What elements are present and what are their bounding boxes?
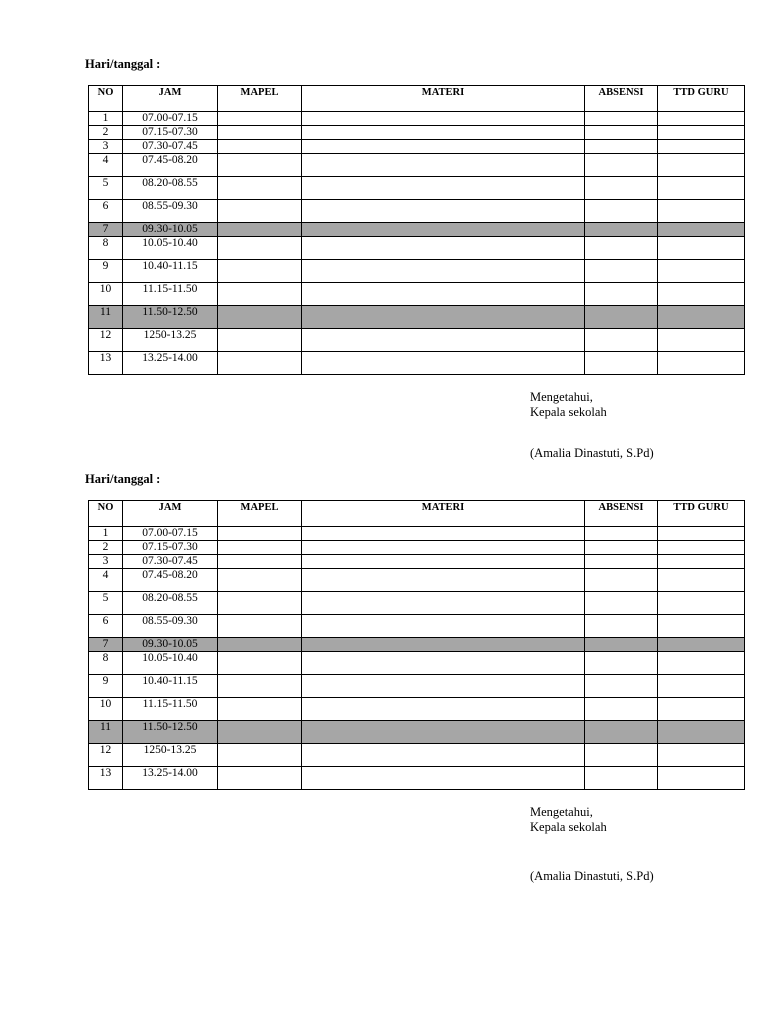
materi-cell [302, 638, 585, 652]
no-cell: 3 [89, 555, 123, 569]
materi-cell [302, 140, 585, 154]
principal-name: (Amalia Dinastuti, S.Pd) [530, 869, 654, 883]
absensi-cell [585, 329, 658, 352]
ttd-guru-cell [658, 555, 745, 569]
col-header-mapel: MAPEL [218, 501, 302, 527]
table-row [89, 329, 745, 352]
table-row [89, 126, 745, 140]
table-row [89, 140, 745, 154]
table-row [89, 569, 745, 592]
jam-cell: 1250-13.25 [123, 329, 218, 352]
mapel-cell [218, 638, 302, 652]
no-cell: 9 [89, 675, 123, 698]
materi-cell [302, 306, 585, 329]
materi-cell [302, 592, 585, 615]
no-cell: 11 [89, 306, 123, 329]
ttd-guru-cell [658, 112, 745, 126]
mapel-cell [218, 260, 302, 283]
table-row [89, 237, 745, 260]
absensi-cell [585, 200, 658, 223]
date-heading: Hari/tanggal : [85, 472, 161, 486]
materi-cell [302, 721, 585, 744]
mapel-cell [218, 112, 302, 126]
jam-cell: 07.00-07.15 [123, 112, 218, 126]
absensi-cell [585, 592, 658, 615]
col-header-mapel: MAPEL [218, 86, 302, 112]
ttd-guru-cell [658, 237, 745, 260]
no-cell: 10 [89, 698, 123, 721]
ttd-guru-cell [658, 329, 745, 352]
jam-cell: 1250-13.25 [123, 744, 218, 767]
absensi-cell [585, 126, 658, 140]
absensi-cell [585, 638, 658, 652]
col-header-absensi: ABSENSI [585, 501, 658, 527]
col-header-jam: JAM [123, 86, 218, 112]
principal-label: Kepala sekolah [530, 405, 607, 419]
no-cell: 13 [89, 352, 123, 375]
no-cell: 1 [89, 112, 123, 126]
ttd-guru-cell [658, 638, 745, 652]
table-row [89, 541, 745, 555]
jam-cell: 10.40-11.15 [123, 260, 218, 283]
mapel-cell [218, 767, 302, 790]
principal-name: (Amalia Dinastuti, S.Pd) [530, 446, 654, 460]
mapel-cell [218, 200, 302, 223]
materi-cell [302, 260, 585, 283]
absensi-cell [585, 721, 658, 744]
materi-cell [302, 555, 585, 569]
table-header-row [89, 501, 745, 527]
col-header-absensi: ABSENSI [585, 86, 658, 112]
materi-cell [302, 527, 585, 541]
mapel-cell [218, 140, 302, 154]
materi-cell [302, 352, 585, 375]
materi-cell [302, 675, 585, 698]
jam-cell: 13.25-14.00 [123, 767, 218, 790]
table-row [89, 154, 745, 177]
table-row [89, 527, 745, 541]
acknowledge-label: Mengetahui, [530, 390, 593, 404]
jam-cell: 08.55-09.30 [123, 615, 218, 638]
col-header-no: NO [89, 501, 123, 527]
jam-cell: 10.05-10.40 [123, 237, 218, 260]
ttd-guru-cell [658, 541, 745, 555]
mapel-cell [218, 592, 302, 615]
ttd-guru-cell [658, 200, 745, 223]
ttd-guru-cell [658, 652, 745, 675]
no-cell: 13 [89, 767, 123, 790]
absensi-cell [585, 283, 658, 306]
mapel-cell [218, 721, 302, 744]
table-row [89, 260, 745, 283]
mapel-cell [218, 306, 302, 329]
jam-cell: 08.20-08.55 [123, 592, 218, 615]
materi-cell [302, 329, 585, 352]
mapel-cell [218, 569, 302, 592]
table-row [89, 721, 745, 744]
table-row [89, 592, 745, 615]
materi-cell [302, 744, 585, 767]
mapel-cell [218, 237, 302, 260]
materi-cell [302, 154, 585, 177]
materi-cell [302, 767, 585, 790]
col-header-ttd-guru: TTD GURU [658, 501, 745, 527]
mapel-cell [218, 223, 302, 237]
table-row [89, 200, 745, 223]
jam-cell: 07.45-08.20 [123, 569, 218, 592]
table-row [89, 306, 745, 329]
absensi-cell [585, 306, 658, 329]
mapel-cell [218, 177, 302, 200]
principal-label: Kepala sekolah [530, 820, 607, 834]
no-cell: 11 [89, 721, 123, 744]
absensi-cell [585, 767, 658, 790]
ttd-guru-cell [658, 352, 745, 375]
absensi-cell [585, 615, 658, 638]
ttd-guru-cell [658, 126, 745, 140]
no-cell: 2 [89, 126, 123, 140]
acknowledge-label: Mengetahui, [530, 805, 593, 819]
absensi-cell [585, 555, 658, 569]
absensi-cell [585, 177, 658, 200]
jam-cell: 07.15-07.30 [123, 541, 218, 555]
col-header-no: NO [89, 86, 123, 112]
absensi-cell [585, 652, 658, 675]
jam-cell: 10.40-11.15 [123, 675, 218, 698]
table-row [89, 675, 745, 698]
jam-cell: 08.55-09.30 [123, 200, 218, 223]
table-row [89, 352, 745, 375]
jam-cell: 11.15-11.50 [123, 283, 218, 306]
col-header-materi: MATERI [302, 501, 585, 527]
no-cell: 4 [89, 154, 123, 177]
schedule-body [89, 527, 745, 790]
absensi-cell [585, 541, 658, 555]
jam-cell: 08.20-08.55 [123, 177, 218, 200]
ttd-guru-cell [658, 177, 745, 200]
table-row [89, 698, 745, 721]
materi-cell [302, 177, 585, 200]
absensi-cell [585, 223, 658, 237]
no-cell: 6 [89, 200, 123, 223]
ttd-guru-cell [658, 675, 745, 698]
materi-cell [302, 223, 585, 237]
absensi-cell [585, 237, 658, 260]
absensi-cell [585, 352, 658, 375]
schedule-table [88, 85, 745, 375]
table-row [89, 638, 745, 652]
mapel-cell [218, 527, 302, 541]
materi-cell [302, 126, 585, 140]
schedule-table [88, 500, 745, 790]
mapel-cell [218, 744, 302, 767]
no-cell: 7 [89, 223, 123, 237]
signature-block [530, 390, 654, 461]
ttd-guru-cell [658, 223, 745, 237]
mapel-cell [218, 652, 302, 675]
table-row [89, 283, 745, 306]
no-cell: 8 [89, 652, 123, 675]
absensi-cell [585, 112, 658, 126]
no-cell: 9 [89, 260, 123, 283]
absensi-cell [585, 698, 658, 721]
no-cell: 6 [89, 615, 123, 638]
no-cell: 12 [89, 744, 123, 767]
jam-cell: 07.30-07.45 [123, 555, 218, 569]
col-header-ttd-guru: TTD GURU [658, 86, 745, 112]
materi-cell [302, 652, 585, 675]
jam-cell: 11.50-12.50 [123, 306, 218, 329]
table-row [89, 112, 745, 126]
ttd-guru-cell [658, 767, 745, 790]
materi-cell [302, 541, 585, 555]
mapel-cell [218, 555, 302, 569]
mapel-cell [218, 675, 302, 698]
mapel-cell [218, 698, 302, 721]
schedule-body [89, 112, 745, 375]
no-cell: 3 [89, 140, 123, 154]
no-cell: 5 [89, 177, 123, 200]
materi-cell [302, 112, 585, 126]
materi-cell [302, 615, 585, 638]
col-header-jam: JAM [123, 501, 218, 527]
ttd-guru-cell [658, 140, 745, 154]
jam-cell: 10.05-10.40 [123, 652, 218, 675]
materi-cell [302, 200, 585, 223]
mapel-cell [218, 615, 302, 638]
ttd-guru-cell [658, 306, 745, 329]
table-row [89, 652, 745, 675]
table-row [89, 615, 745, 638]
jam-cell: 07.45-08.20 [123, 154, 218, 177]
ttd-guru-cell [658, 527, 745, 541]
materi-cell [302, 698, 585, 721]
absensi-cell [585, 527, 658, 541]
jam-cell: 11.50-12.50 [123, 721, 218, 744]
no-cell: 7 [89, 638, 123, 652]
table-header-row [89, 86, 745, 112]
table-row [89, 223, 745, 237]
absensi-cell [585, 260, 658, 283]
mapel-cell [218, 126, 302, 140]
materi-cell [302, 283, 585, 306]
table-row [89, 555, 745, 569]
jam-cell: 07.15-07.30 [123, 126, 218, 140]
absensi-cell [585, 675, 658, 698]
ttd-guru-cell [658, 592, 745, 615]
no-cell: 12 [89, 329, 123, 352]
mapel-cell [218, 154, 302, 177]
table-row [89, 744, 745, 767]
ttd-guru-cell [658, 744, 745, 767]
absensi-cell [585, 154, 658, 177]
mapel-cell [218, 352, 302, 375]
ttd-guru-cell [658, 154, 745, 177]
jam-cell: 13.25-14.00 [123, 352, 218, 375]
signature-block [530, 805, 654, 884]
jam-cell: 09.30-10.05 [123, 223, 218, 237]
mapel-cell [218, 283, 302, 306]
absensi-cell [585, 140, 658, 154]
jam-cell: 07.30-07.45 [123, 140, 218, 154]
ttd-guru-cell [658, 260, 745, 283]
ttd-guru-cell [658, 283, 745, 306]
materi-cell [302, 237, 585, 260]
no-cell: 8 [89, 237, 123, 260]
ttd-guru-cell [658, 569, 745, 592]
mapel-cell [218, 329, 302, 352]
table-row [89, 177, 745, 200]
col-header-materi: MATERI [302, 86, 585, 112]
no-cell: 10 [89, 283, 123, 306]
ttd-guru-cell [658, 698, 745, 721]
mapel-cell [218, 541, 302, 555]
jam-cell: 07.00-07.15 [123, 527, 218, 541]
date-heading: Hari/tanggal : [85, 57, 161, 71]
ttd-guru-cell [658, 615, 745, 638]
no-cell: 2 [89, 541, 123, 555]
absensi-cell [585, 569, 658, 592]
no-cell: 5 [89, 592, 123, 615]
absensi-cell [585, 744, 658, 767]
jam-cell: 09.30-10.05 [123, 638, 218, 652]
no-cell: 1 [89, 527, 123, 541]
materi-cell [302, 569, 585, 592]
table-row [89, 767, 745, 790]
ttd-guru-cell [658, 721, 745, 744]
jam-cell: 11.15-11.50 [123, 698, 218, 721]
no-cell: 4 [89, 569, 123, 592]
